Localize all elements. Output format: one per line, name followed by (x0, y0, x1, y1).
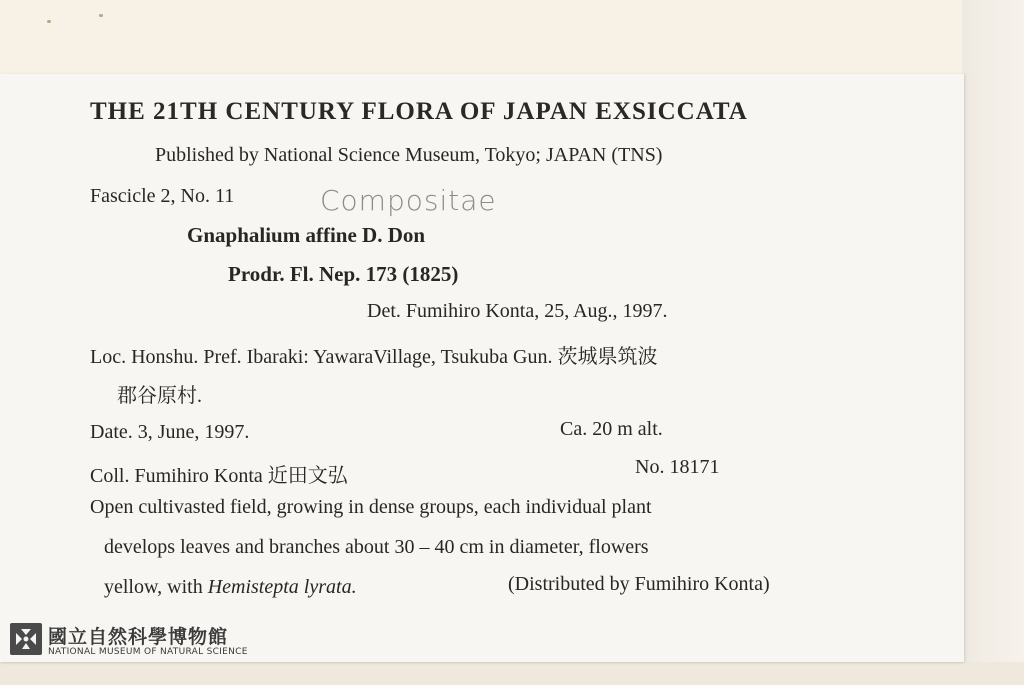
habitat-line-2: develops leaves and branches about 30 – 40 cm in diameter, flowers (104, 536, 649, 558)
habitat-line-3 (104, 576, 357, 599)
family-handwritten: Compositae (320, 184, 497, 217)
label-title: THE 21TH CENTURY FLORA OF JAPAN EXSICCATA (90, 98, 748, 125)
determination-line: Det. Fumihiro Konta, 25, Aug., 1997. (367, 300, 668, 322)
locality-line-2: 郡谷原村. (117, 385, 202, 407)
collector: Coll. Fumihiro Konta 近田文弘 (90, 465, 348, 487)
speck (99, 14, 103, 17)
collection-number: No. 18171 (635, 456, 720, 478)
habitat-line-1: Open cultivasted field, growing in dense groups, each individual plant (90, 496, 652, 518)
herbarium-sheet-top (0, 0, 1024, 80)
sheet-right-edge (962, 0, 1024, 685)
distributed-by: (Distributed by Fumihiro Konta) (508, 573, 770, 595)
museum-name-chinese: 國立自然科學博物館 (48, 626, 229, 648)
museum-logo-icon (10, 623, 42, 655)
habitat-line-3-prefix: yellow, with (104, 576, 208, 598)
museum-name-english: NATIONAL MUSEUM OF NATURAL SCIENCE (48, 647, 248, 657)
sheet-bottom-edge (0, 662, 1024, 685)
collection-date: Date. 3, June, 1997. (90, 421, 250, 443)
fascicle-number: Fascicle 2, No. 11 (90, 185, 235, 207)
locality-line-1: Loc. Honshu. Pref. Ibaraki: YawaraVillage, Tsukuba Gun. 茨城県筑波 (90, 346, 658, 368)
species-citation: Prodr. Fl. Nep. 173 (1825) (228, 262, 459, 286)
speck (47, 20, 51, 23)
species-name: Gnaphalium affine D. Don (187, 223, 426, 247)
associated-species: Hemistepta lyrata. (207, 576, 357, 598)
altitude: Ca. 20 m alt. (560, 418, 663, 440)
publisher-line: Published by National Science Museum, Tokyo; JAPAN (TNS) (155, 144, 663, 166)
